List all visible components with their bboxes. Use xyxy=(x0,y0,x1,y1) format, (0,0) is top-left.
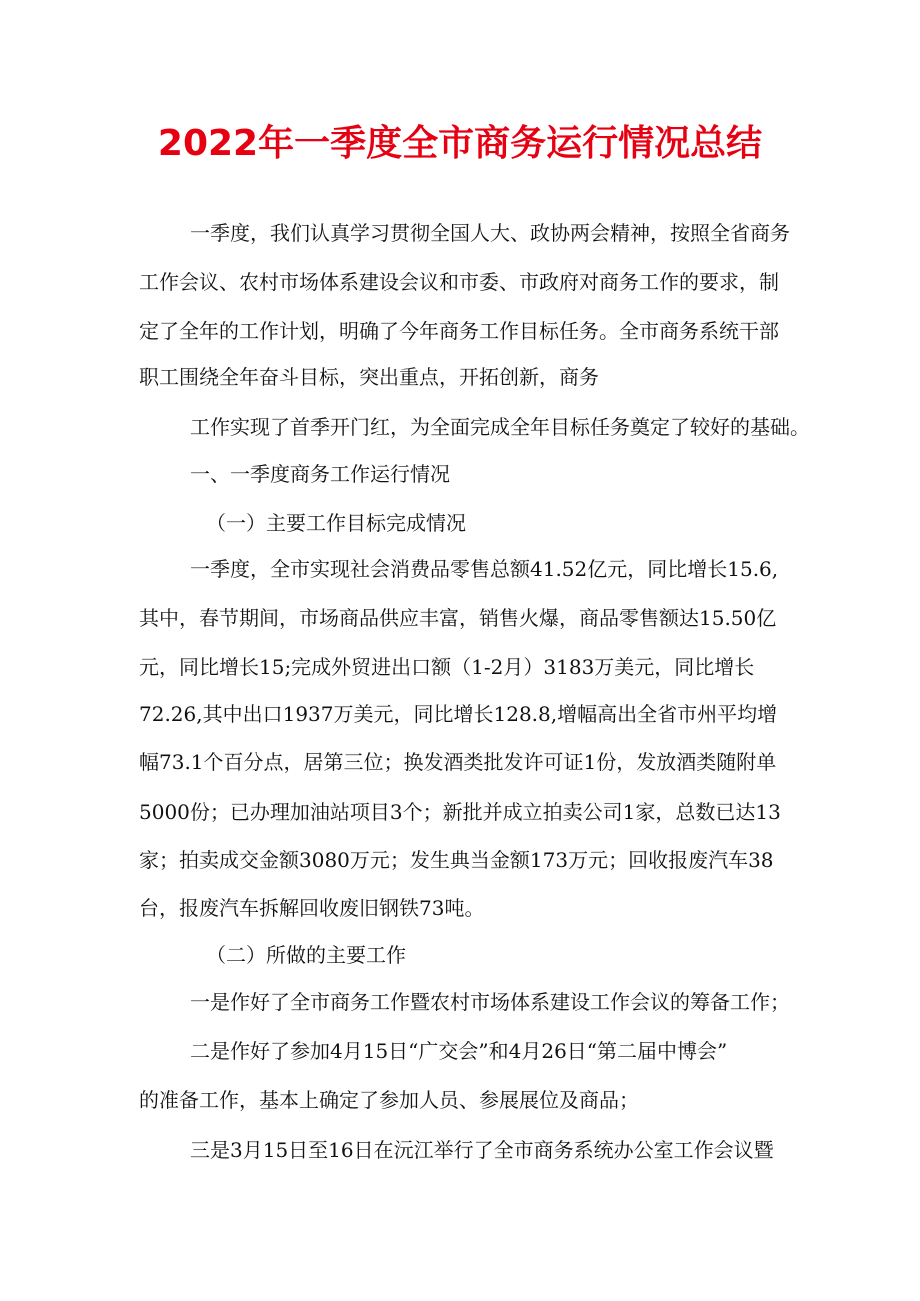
subsection-heading: （一）主要工作目标完成情况 xyxy=(206,511,466,535)
paragraph-line: 工作会议、农村市场体系建设会议和市委、市政府对商务工作的要求，制 xyxy=(139,270,779,294)
subsection-heading: （二）所做的主要工作 xyxy=(206,943,406,967)
document-title: 2022年一季度全市商务运行情况总结 xyxy=(157,123,763,164)
paragraph-line: 幅73.1个百分点，居第三位；换发酒类批发许可证1份，发放酒类随附单 xyxy=(139,750,777,774)
paragraph-line: 的准备工作，基本上确定了参加人员、参展展位及商品； xyxy=(139,1088,639,1112)
paragraph-line: 元，同比增长15;完成外贸进出口额（1-2月）3183万美元，同比增长 xyxy=(139,655,755,679)
paragraph-line: 职工围绕全年奋斗目标，突出重点，开拓创新，商务 xyxy=(139,365,599,389)
paragraph-line: 72.26,其中出口1937万美元，同比增长128.8,增幅高出全省市州平均增 xyxy=(139,702,778,726)
paragraph-line: 一是作好了全市商务工作暨农村市场体系建设工作会议的筹备工作； xyxy=(190,990,790,1014)
paragraph-line: 定了全年的工作计划，明确了今年商务工作目标任务。全市商务系统干部 xyxy=(139,319,779,343)
section-heading: 一、一季度商务工作运行情况 xyxy=(190,462,450,486)
paragraph-line: 家；拍卖成交金额3080万元；发生典当金额173万元；回收报废汽车38 xyxy=(139,848,774,872)
paragraph-line: 台，报废汽车拆解回收废旧钢铁73吨。 xyxy=(139,896,485,920)
paragraph-line: 一季度，全市实现社会消费品零售总额41.52亿元，同比增长15.6, xyxy=(190,557,779,581)
paragraph-line: 工作实现了首季开门红，为全面完成全年目标任务奠定了较好的基础。 xyxy=(190,415,810,439)
paragraph-line: 二是作好了参加4月15日“广交会”和4月26日“第二届中博会” xyxy=(190,1039,728,1063)
paragraph-line: 5000份；已办理加油站项目3个；新批并成立拍卖公司1家，总数已达13 xyxy=(139,800,781,824)
paragraph-line: 其中，春节期间，市场商品供应丰富，销售火爆，商品零售额达15.50亿 xyxy=(139,606,777,630)
paragraph-line: 三是3月15日至16日在沅江举行了全市商务系统办公室工作会议暨 xyxy=(190,1138,774,1162)
paragraph-line: 一季度，我们认真学习贯彻全国人大、政协两会精神，按照全省商务 xyxy=(190,221,790,245)
